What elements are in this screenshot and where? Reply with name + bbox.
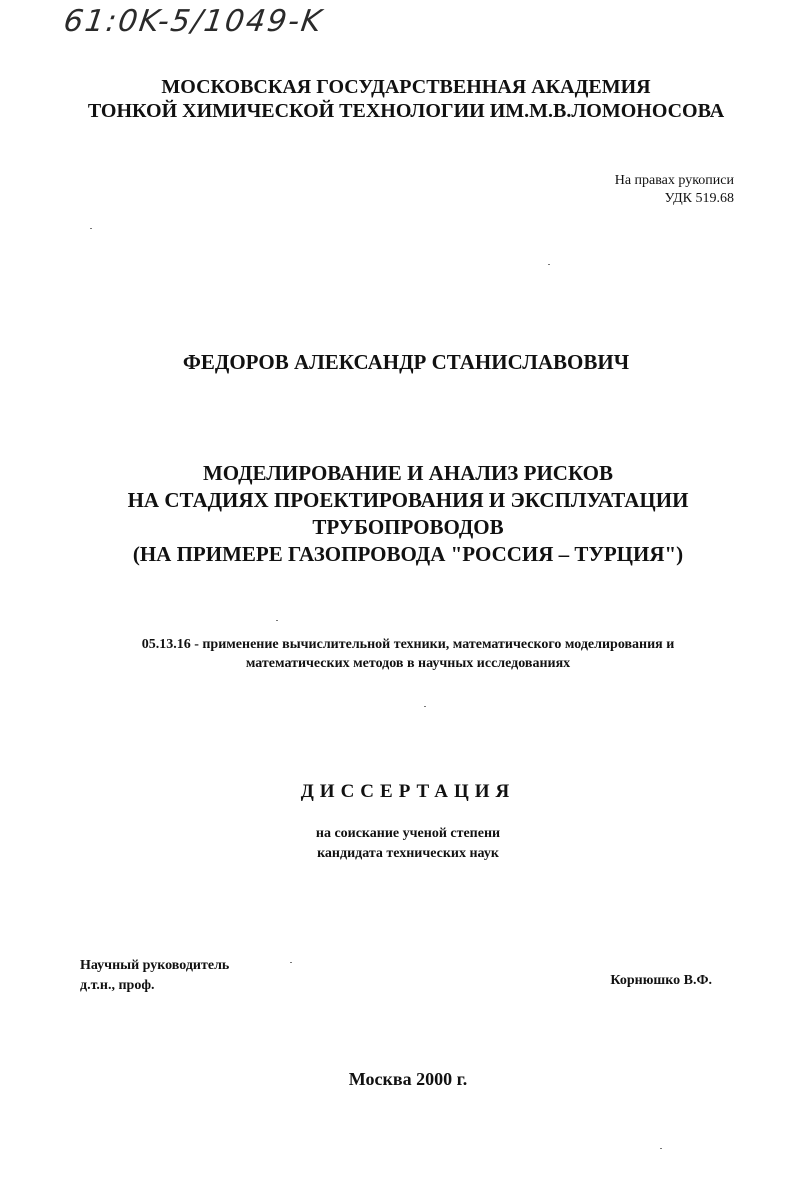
scan-speck: [90, 228, 92, 229]
scan-speck: [290, 962, 292, 963]
title-line-1: МОДЕЛИРОВАНИЕ И АНАЛИЗ РИСКОВ: [202, 461, 614, 485]
scan-speck: [548, 264, 550, 265]
institution-line-2: ТОНКОЙ ХИМИЧЕСКОЙ ТЕХНОЛОГИИ ИМ.М.В.ЛОМОНОСОВА: [87, 100, 725, 122]
degree-line-2: кандидата технических наук: [317, 846, 499, 861]
supervisor-role: Научный руководитель: [80, 958, 230, 973]
document-type: ДИССЕРТАЦИЯ: [300, 781, 516, 802]
author-name: ФЕДОРОВ АЛЕКСАНДР СТАНИСЛАВОВИЧ: [182, 350, 630, 374]
specialty-line-1: 05.13.16 - применение вычислительной техники, математического моделирования и: [141, 637, 675, 652]
manuscript-note: На правах рукописи: [614, 173, 734, 188]
supervisor-credentials: д.т.н., проф.: [80, 978, 155, 993]
supervisor-block: [80, 956, 229, 996]
title-line-2: НА СТАДИЯХ ПРОЕКТИРОВАНИЯ И ЭКСПЛУАТАЦИИ: [127, 488, 689, 512]
udk-code: УДК 519.68: [664, 191, 734, 206]
city-year: Москва 2000 г.: [348, 1069, 468, 1089]
scan-speck: [276, 620, 278, 621]
scan-speck: [424, 706, 426, 707]
institution-line-1: МОСКОВСКАЯ ГОСУДАРСТВЕННАЯ АКАДЕМИЯ: [161, 76, 651, 98]
title-line-3: ТРУБОПРОВОДОВ: [312, 515, 504, 539]
specialty-line-2: математических методов в научных исследованиях: [245, 656, 571, 671]
title-line-4: (НА ПРИМЕРЕ ГАЗОПРОВОДА "РОССИЯ – ТУРЦИЯ"): [132, 542, 684, 566]
scan-speck: [660, 1148, 662, 1149]
degree-line-1: на соискание ученой степени: [315, 826, 501, 841]
rights-block: [615, 172, 734, 208]
handwritten-archive-code: 61:0K-5/1049-K: [61, 4, 326, 39]
supervisor-name: Корнюшко В.Ф.: [610, 973, 712, 988]
